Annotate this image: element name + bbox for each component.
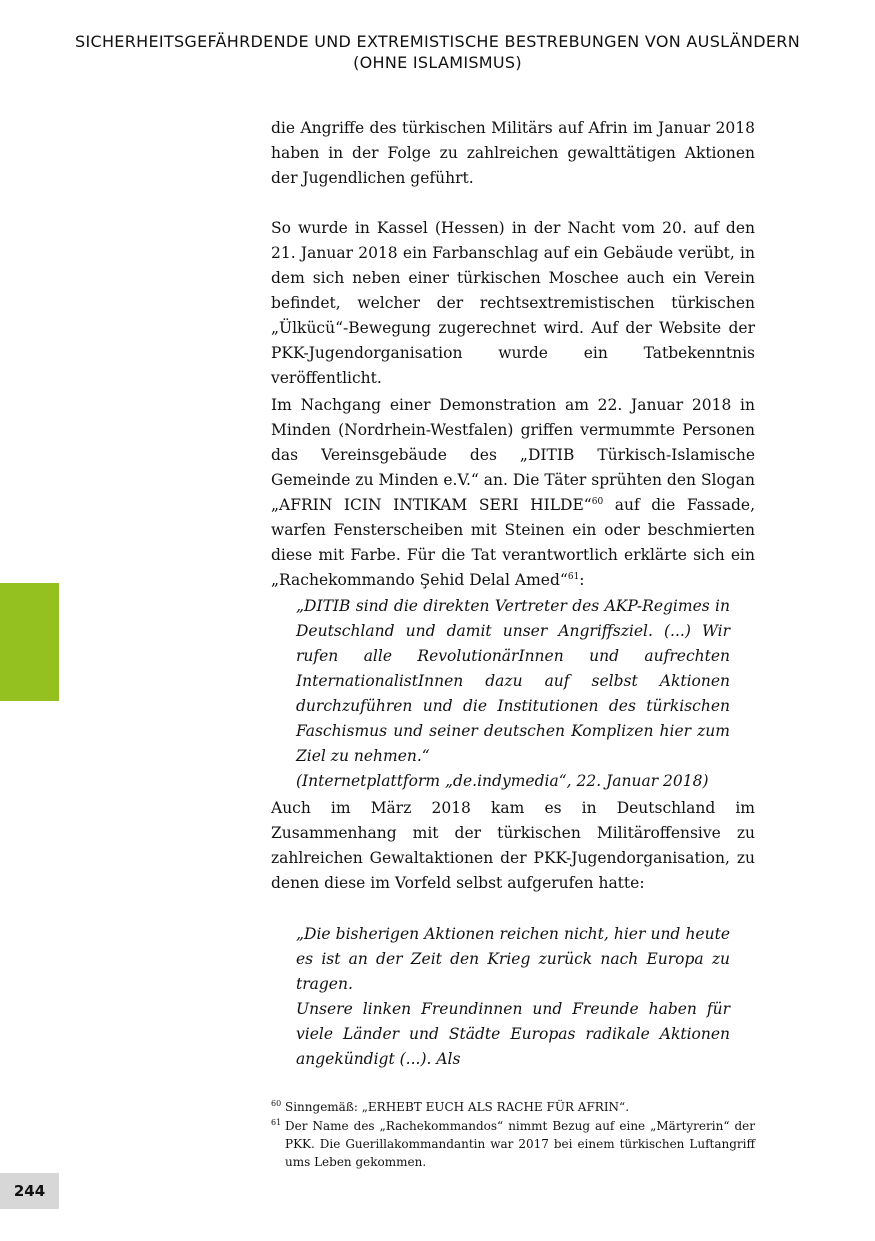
paragraph-3 bbox=[271, 393, 755, 593]
paragraph-3-part-c: : bbox=[579, 571, 585, 589]
quote-1-text: „DITIB sind die direkten Vertreter des AKP-Regimes in Deutschland und damit unser Angriffsziel. (...) Wir rufen alle RevolutionärInnen und aufrechten InternationalistInnen dazu auf selbst Aktionen durchzuführen und die Institutionen des türkischen Faschismus und seiner deutschen Komplizen hier zum Ziel zu nehmen.“ bbox=[296, 597, 730, 765]
running-header bbox=[0, 31, 875, 73]
quote-2-line-2: Unsere linken Freundinnen und Freunde haben für viele Länder und Städte Europas radikale Aktionen angekündigt (...). Als bbox=[296, 1000, 730, 1068]
footnote-61 bbox=[271, 1117, 755, 1171]
footnote-number: 60 bbox=[271, 1099, 282, 1108]
quote-2-line-1: „Die bisherigen Aktionen reichen nicht, hier und heute es ist an der Zeit den Krieg zurück nach Europa zu tragen. bbox=[296, 925, 730, 993]
footnote-text: Der Name des „Rachekommandos“ nimmt Bezug auf eine „Märtyrerin“ der PKK. Die Guerillakommandantin war 2017 bei einem türkischen Luftangriff ums Leben gekommen. bbox=[285, 1119, 755, 1169]
paragraph-2: So wurde in Kassel (Hessen) in der Nacht vom 20. auf den 21. Januar 2018 ein Farbanschlag auf ein Gebäude verübt, in dem sich neben einer türkischen Moschee auch ein Verein befindet, welcher der rechtsextremistischen türkischen „Ülkücü“-Bewegung zugerechnet wird. Auf der Website der PKK-Jugendorganisation wurde ein Tatbekenntnis veröffentlicht. bbox=[271, 219, 755, 387]
section-color-tab bbox=[0, 583, 59, 701]
paragraph-4: Auch im März 2018 kam es in Deutschland im Zusammenhang mit der türkischen Militäroffensive zu zahlreichen Gewaltaktionen der PKK-Jugendorganisation, zu denen diese im Vorfeld selbst aufgerufen hatte: bbox=[271, 799, 755, 892]
paragraph-3-part-b: auf die Fassade, warfen Fensterscheiben mit Steinen ein oder beschmierten diese mit Farbe. Für die Tat verantwortlich erklärte sich ein „Rachekommando Şehid Delal Amed“ bbox=[271, 496, 755, 589]
quote-1-source: (Internetplattform „de.indymedia“, 22. Januar 2018) bbox=[296, 772, 709, 790]
footnote-number: 61 bbox=[271, 1118, 282, 1127]
footnote-60 bbox=[271, 1098, 755, 1116]
block-quote-1 bbox=[296, 594, 730, 794]
block-quote-2 bbox=[296, 922, 730, 1072]
footnote-text: Sinngemäß: „ERHEBT EUCH ALS RACHE FÜR AFRIN“. bbox=[285, 1100, 630, 1114]
paragraph-3-part-a: Im Nachgang einer Demonstration am 22. Januar 2018 in Minden (Nordrhein-Westfalen) griffen vermummte Personen das Vereinsgebäude des „DITIB Türkisch-Islamische Gemeinde zu Minden e.V.“ an. Die Täter sprühten den Slogan „AFRIN ICIN INTIKAM SERI HILDE“ bbox=[271, 396, 755, 514]
page-number: 244 bbox=[13, 1182, 46, 1200]
header-line-1: SICHERHEITSGEFÄHRDENDE UND EXTREMISTISCHE BESTREBUNGEN VON AUSLÄNDERN bbox=[75, 32, 800, 51]
paragraph-1: die Angriffe des türkischen Militärs auf Afrin im Januar 2018 haben in der Folge zu zahlreichen gewalttätigen Aktionen der Jugendlichen geführt. bbox=[271, 119, 755, 187]
header-line-2: (OHNE ISLAMISMUS) bbox=[353, 53, 522, 72]
footnote-ref-61: 61 bbox=[567, 571, 580, 582]
footnote-ref-60: 60 bbox=[591, 496, 604, 507]
